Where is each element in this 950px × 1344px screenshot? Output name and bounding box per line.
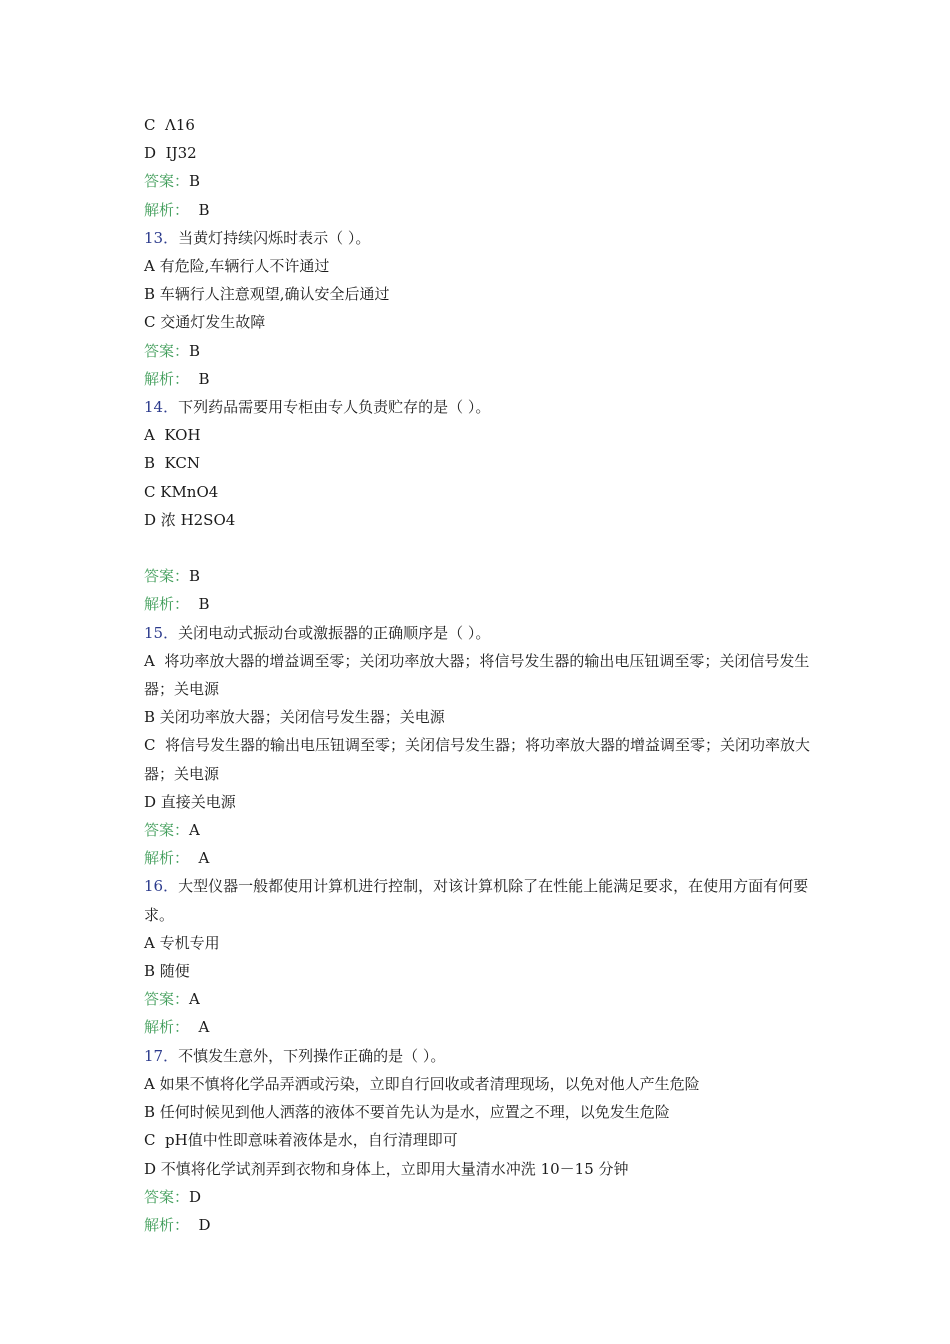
question-text: 关闭电动式振动台或激振器的正确顺序是（ ）。	[178, 623, 491, 642]
option-d: D 不慎将化学试剂弄到衣物和身体上，立即用大量清水冲洗 10－15 分钟	[144, 1159, 629, 1178]
question-text: 不慎发生意外，下列操作正确的是（ ）。	[178, 1046, 446, 1065]
option-b: B 车辆行人注意观望,确认安全后通过	[144, 285, 390, 304]
answer-line	[144, 985, 814, 1013]
option-a: A KOH	[144, 426, 201, 445]
option-c: C Λ16	[144, 116, 195, 134]
question-number: 14．	[144, 398, 179, 417]
answer-label: 答案：	[144, 821, 190, 840]
explanation-value: A	[189, 1018, 210, 1037]
answer-line	[144, 167, 814, 195]
option-c: C 交通灯发生故障	[144, 313, 266, 332]
explanation-value: A	[189, 849, 210, 868]
answer-line	[144, 337, 814, 365]
explanation-line	[144, 1013, 814, 1041]
explanation-value: B	[189, 200, 210, 219]
explanation-line	[144, 844, 814, 872]
question-16	[144, 872, 814, 928]
question-number: 13．	[144, 228, 179, 247]
question-number: 16．	[144, 877, 179, 896]
answer-label: 答案：	[144, 341, 190, 360]
option-d: D 直接关电源	[144, 792, 236, 811]
option-d: D Ĳ32	[144, 144, 197, 163]
option-b: B KCN	[144, 454, 200, 473]
explanation-value: B	[189, 369, 210, 388]
explanation-label: 解析：	[144, 1018, 190, 1037]
answer-line	[144, 1183, 814, 1211]
option-a: A 将功率放大器的增益调至零；关闭功率放大器；将信号发生器的输出电压钮调至零；关闭信号发生器；关电源	[144, 651, 810, 699]
option-b: B 关闭功率放大器；关闭信号发生器；关电源	[144, 708, 445, 727]
option-c: C 将信号发生器的输出电压钮调至零；关闭信号发生器；将功率放大器的增益调至零；关闭功率放大器；关电源	[144, 736, 811, 783]
explanation-line	[144, 590, 814, 618]
option-b: B 随便	[144, 962, 190, 981]
explanation-value: D	[189, 1215, 211, 1234]
option-a: A 如果不慎将化学品弄洒或污染，立即自行回收或者清理现场，以免对他人产生危险	[144, 1074, 700, 1093]
question-text: 大型仪器一般都使用计算机进行控制，对该计算机除了在性能上能满足要求，在使用方面有何要求。	[144, 877, 809, 924]
answer-value: B	[189, 172, 201, 191]
option-c: C pH值中性即意味着液体是水，自行清理即可	[144, 1131, 458, 1150]
answer-value: D	[189, 1187, 202, 1206]
blank-line	[144, 534, 814, 562]
answer-label: 答案：	[144, 172, 190, 191]
question-number: 15．	[144, 623, 179, 642]
answer-value: B	[189, 567, 201, 586]
explanation-label: 解析：	[144, 200, 190, 219]
explanation-line	[144, 365, 814, 393]
answer-value: A	[189, 990, 200, 1009]
question-15	[144, 619, 814, 647]
explanation-label: 解析：	[144, 1215, 190, 1234]
explanation-label: 解析：	[144, 849, 190, 868]
answer-label: 答案：	[144, 1187, 190, 1206]
question-17	[144, 1042, 814, 1070]
explanation-value: B	[189, 595, 210, 614]
explanation-label: 解析：	[144, 369, 190, 388]
answer-value: B	[189, 341, 201, 360]
question-text: 当黄灯持续闪烁时表示（ ）。	[178, 228, 371, 247]
explanation-line	[144, 1211, 814, 1239]
question-13	[144, 224, 814, 252]
option-b: B 任何时候见到他人洒落的液体不要首先认为是水，应置之不理，以免发生危险	[144, 1103, 670, 1122]
explanation-label: 解析：	[144, 595, 190, 614]
option-c: C KMnO4	[144, 482, 219, 501]
question-14	[144, 393, 814, 421]
answer-label: 答案：	[144, 567, 190, 586]
question-text: 下列药品需要用专柜由专人负责贮存的是（ ）。	[178, 398, 491, 417]
option-a: A 有危险,车辆行人不许通过	[144, 257, 330, 276]
answer-line	[144, 562, 814, 590]
option-a: A 专机专用	[144, 933, 220, 952]
answer-value: A	[189, 821, 200, 840]
question-content	[144, 111, 814, 1239]
explanation-line	[144, 196, 814, 224]
question-number: 17．	[144, 1046, 179, 1065]
answer-line	[144, 816, 814, 844]
option-d: D 浓 H2SO4	[144, 510, 236, 529]
answer-label: 答案：	[144, 990, 190, 1009]
